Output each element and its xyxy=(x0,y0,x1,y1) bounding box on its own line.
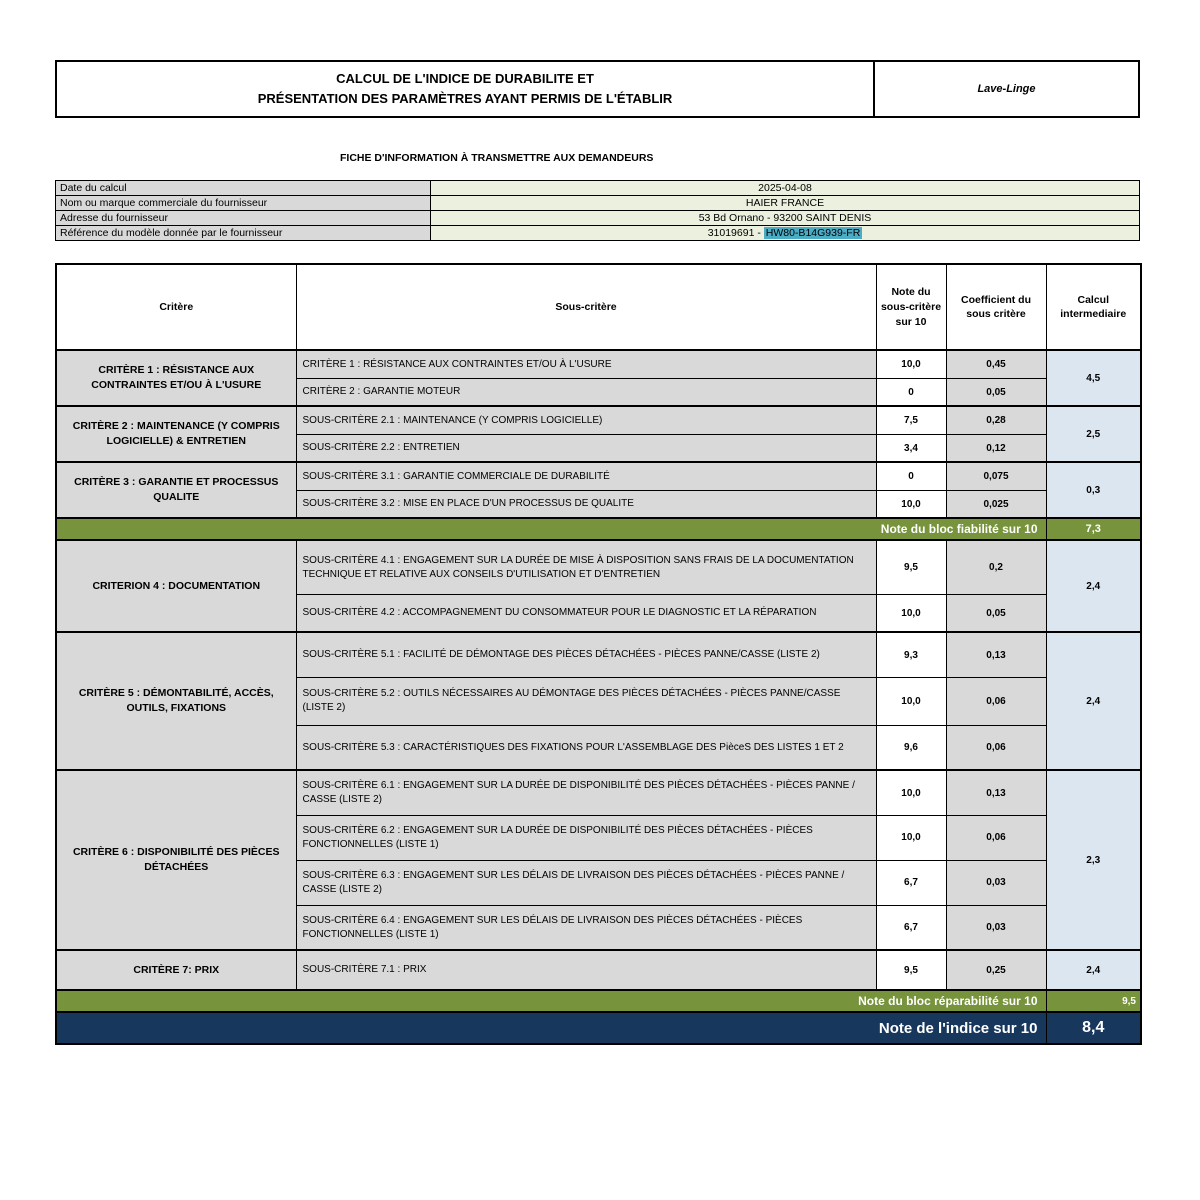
coef-cell: 0,03 xyxy=(946,905,1046,950)
info-row-date xyxy=(56,181,1140,196)
note-cell: 3,4 xyxy=(876,434,946,462)
coef-cell: 0,25 xyxy=(946,950,1046,990)
coef-cell: 0,06 xyxy=(946,815,1046,860)
note-cell: 10,0 xyxy=(876,677,946,725)
table-header-row xyxy=(56,264,1141,350)
col-header-sous-critere: Sous-critère xyxy=(296,264,876,350)
calc-cell: 2,4 xyxy=(1046,950,1141,990)
note-cell: 9,5 xyxy=(876,950,946,990)
critere-cell: CRITÈRE 7: PRIX xyxy=(56,950,296,990)
info-value-model-reference xyxy=(431,226,1140,241)
sous-critere-cell: SOUS-CRITÈRE 6.3 : ENGAGEMENT SUR LES DÉLAIS DE LIVRAISON DES PIÈCES DÉTACHÉES - PIÈCES PANNE / CASSE (LISTE 2) xyxy=(296,860,876,905)
model-reference-prefix: 31019691 - xyxy=(707,227,764,240)
sous-critere-cell: CRITÈRE 2 : GARANTIE MOTEUR xyxy=(296,378,876,406)
supplier-info-table xyxy=(55,180,1140,241)
document-title xyxy=(57,62,873,116)
sous-critere-cell: SOUS-CRITÈRE 3.1 : GARANTIE COMMERCIALE DE DURABILITÉ xyxy=(296,462,876,490)
note-cell: 0 xyxy=(876,378,946,406)
note-cell: 7,5 xyxy=(876,406,946,434)
note-cell: 10,0 xyxy=(876,350,946,378)
note-cell: 6,7 xyxy=(876,860,946,905)
info-value-date: 2025-04-08 xyxy=(431,181,1140,196)
coef-cell: 0,12 xyxy=(946,434,1046,462)
product-type-label: Lave-Linge xyxy=(873,62,1138,116)
table-row xyxy=(56,540,1141,594)
sous-critere-cell: SOUS-CRITÈRE 4.2 : ACCOMPAGNEMENT DU CONSOMMATEUR POUR LE DIAGNOSTIC ET LA RÉPARATION xyxy=(296,594,876,632)
calc-cell: 2,4 xyxy=(1046,540,1141,632)
critere-cell: CRITÈRE 3 : GARANTIE ET PROCESSUS QUALITE xyxy=(56,462,296,518)
fiabilite-banner-label: Note du bloc fiabilité sur 10 xyxy=(56,518,1046,540)
sous-critere-cell: SOUS-CRITÈRE 7.1 : PRIX xyxy=(296,950,876,990)
calc-cell: 0,3 xyxy=(1046,462,1141,518)
fiabilite-banner-value: 7,3 xyxy=(1046,518,1141,540)
coef-cell: 0,03 xyxy=(946,860,1046,905)
note-cell: 10,0 xyxy=(876,490,946,518)
table-row xyxy=(56,770,1141,815)
note-cell: 10,0 xyxy=(876,594,946,632)
note-cell: 10,0 xyxy=(876,770,946,815)
document-title-line1: CALCUL DE L'INDICE DE DURABILITE ET xyxy=(336,71,594,86)
table-row xyxy=(56,462,1141,490)
calc-cell: 2,3 xyxy=(1046,770,1141,950)
table-row xyxy=(56,632,1141,677)
title-box xyxy=(55,60,1140,118)
info-label-model-reference: Référence du modèle donnée par le fournisseur xyxy=(56,226,431,241)
reparabilite-banner-row xyxy=(56,990,1141,1012)
coef-cell: 0,13 xyxy=(946,770,1046,815)
info-label-supplier-name: Nom ou marque commerciale du fournisseur xyxy=(56,196,431,211)
coef-cell: 0,2 xyxy=(946,540,1046,594)
info-value-supplier-name: HAIER FRANCE xyxy=(431,196,1140,211)
note-cell: 9,3 xyxy=(876,632,946,677)
table-row xyxy=(56,406,1141,434)
critere-cell: CRITÈRE 5 : DÉMONTABILITÉ, ACCÈS, OUTILS, FIXATIONS xyxy=(56,632,296,770)
reparabilite-banner-value: 9,5 xyxy=(1046,990,1141,1012)
indice-banner-row xyxy=(56,1012,1141,1044)
note-cell: 10,0 xyxy=(876,815,946,860)
indice-banner-label: Note de l'indice sur 10 xyxy=(56,1012,1046,1044)
model-reference-highlight: HW80-B14G939-FR xyxy=(765,227,861,240)
col-header-critere: Critère xyxy=(56,264,296,350)
sous-critere-cell: SOUS-CRITÈRE 6.4 : ENGAGEMENT SUR LES DÉLAIS DE LIVRAISON DES PIÈCES DÉTACHÉES - PIÈCES FONCTIONNELLES (LISTE 1) xyxy=(296,905,876,950)
coef-cell: 0,13 xyxy=(946,632,1046,677)
coef-cell: 0,06 xyxy=(946,725,1046,770)
info-row-supplier-address xyxy=(56,211,1140,226)
sous-critere-cell: SOUS-CRITÈRE 4.1 : ENGAGEMENT SUR LA DURÉE DE MISE À DISPOSITION SANS FRAIS DE LA DOCUMENTATION TECHNIQUE ET RELATIVE AUX CONSEILS D'UTILISATION ET D'ENTRETIEN xyxy=(296,540,876,594)
calc-cell: 4,5 xyxy=(1046,350,1141,406)
info-row-model-reference xyxy=(56,226,1140,241)
sous-critere-cell: SOUS-CRITÈRE 2.2 : ENTRETIEN xyxy=(296,434,876,462)
sous-critere-cell: SOUS-CRITÈRE 6.1 : ENGAGEMENT SUR LA DURÉE DE DISPONIBILITÉ DES PIÈCES DÉTACHÉES - PIÈCES PANNE / CASSE (LISTE 2) xyxy=(296,770,876,815)
critere-cell: CRITÈRE 1 : RÉSISTANCE AUX CONTRAINTES ET/OU À L'USURE xyxy=(56,350,296,406)
table-row xyxy=(56,350,1141,378)
sous-critere-cell: SOUS-CRITÈRE 3.2 : MISE EN PLACE D'UN PROCESSUS DE QUALITE xyxy=(296,490,876,518)
fiabilite-banner-row xyxy=(56,518,1141,540)
criteria-table-wrapper xyxy=(55,263,1140,1045)
indice-banner-value: 8,4 xyxy=(1046,1012,1141,1044)
coef-cell: 0,28 xyxy=(946,406,1046,434)
calc-cell: 2,5 xyxy=(1046,406,1141,462)
critere-cell: CRITERION 4 : DOCUMENTATION xyxy=(56,540,296,632)
calc-cell: 2,4 xyxy=(1046,632,1141,770)
info-label-supplier-address: Adresse du fournisseur xyxy=(56,211,431,226)
coef-cell: 0,05 xyxy=(946,378,1046,406)
coef-cell: 0,075 xyxy=(946,462,1046,490)
col-header-coefficient: Coefficient du sous critère xyxy=(946,264,1046,350)
table-row xyxy=(56,950,1141,990)
note-cell: 9,6 xyxy=(876,725,946,770)
criteria-table xyxy=(55,263,1142,1045)
sous-critere-cell: CRITÈRE 1 : RÉSISTANCE AUX CONTRAINTES ET/OU À L'USURE xyxy=(296,350,876,378)
reparabilite-banner-label: Note du bloc réparabilité sur 10 xyxy=(56,990,1046,1012)
critere-cell: CRITÈRE 2 : MAINTENANCE (Y COMPRIS LOGICIELLE) & ENTRETIEN xyxy=(56,406,296,462)
coef-cell: 0,06 xyxy=(946,677,1046,725)
info-label-date: Date du calcul xyxy=(56,181,431,196)
col-header-note: Note du sous-critère sur 10 xyxy=(876,264,946,350)
sous-critere-cell: SOUS-CRITÈRE 5.1 : FACILITÉ DE DÉMONTAGE DES PIÈCES DÉTACHÉES - PIÈCES PANNE/CASSE (LISTE 2) xyxy=(296,632,876,677)
note-cell: 9,5 xyxy=(876,540,946,594)
sous-critere-cell: SOUS-CRITÈRE 2.1 : MAINTENANCE (Y COMPRIS LOGICIELLE) xyxy=(296,406,876,434)
col-header-calcul: Calcul intermediaire xyxy=(1046,264,1141,350)
coef-cell: 0,05 xyxy=(946,594,1046,632)
coef-cell: 0,45 xyxy=(946,350,1046,378)
note-cell: 6,7 xyxy=(876,905,946,950)
coef-cell: 0,025 xyxy=(946,490,1046,518)
note-cell: 0 xyxy=(876,462,946,490)
info-row-supplier-name xyxy=(56,196,1140,211)
document-title-line2: PRÉSENTATION DES PARAMÈTRES AYANT PERMIS DE L'ÉTABLIR xyxy=(257,91,673,107)
info-value-supplier-address: 53 Bd Ornano - 93200 SAINT DENIS xyxy=(431,211,1140,226)
sous-critere-cell: SOUS-CRITÈRE 5.3 : CARACTÉRISTIQUES DES FIXATIONS POUR L'ASSEMBLAGE DES PièceS DES LISTES 1 ET 2 xyxy=(296,725,876,770)
sous-critere-cell: SOUS-CRITÈRE 6.2 : ENGAGEMENT SUR LA DURÉE DE DISPONIBILITÉ DES PIÈCES DÉTACHÉES - PIÈCES FONCTIONNELLES (LISTE 1) xyxy=(296,815,876,860)
document-subtitle: FICHE D'INFORMATION À TRANSMETTRE AUX DEMANDEURS xyxy=(340,152,654,165)
sous-critere-cell: SOUS-CRITÈRE 5.2 : OUTILS NÉCESSAIRES AU DÉMONTAGE DES PIÈCES DÉTACHÉES - PIÈCES PANNE/CASSE (LISTE 2) xyxy=(296,677,876,725)
critere-cell: CRITÈRE 6 : DISPONIBILITÉ DES PIÈCES DÉTACHÉES xyxy=(56,770,296,950)
